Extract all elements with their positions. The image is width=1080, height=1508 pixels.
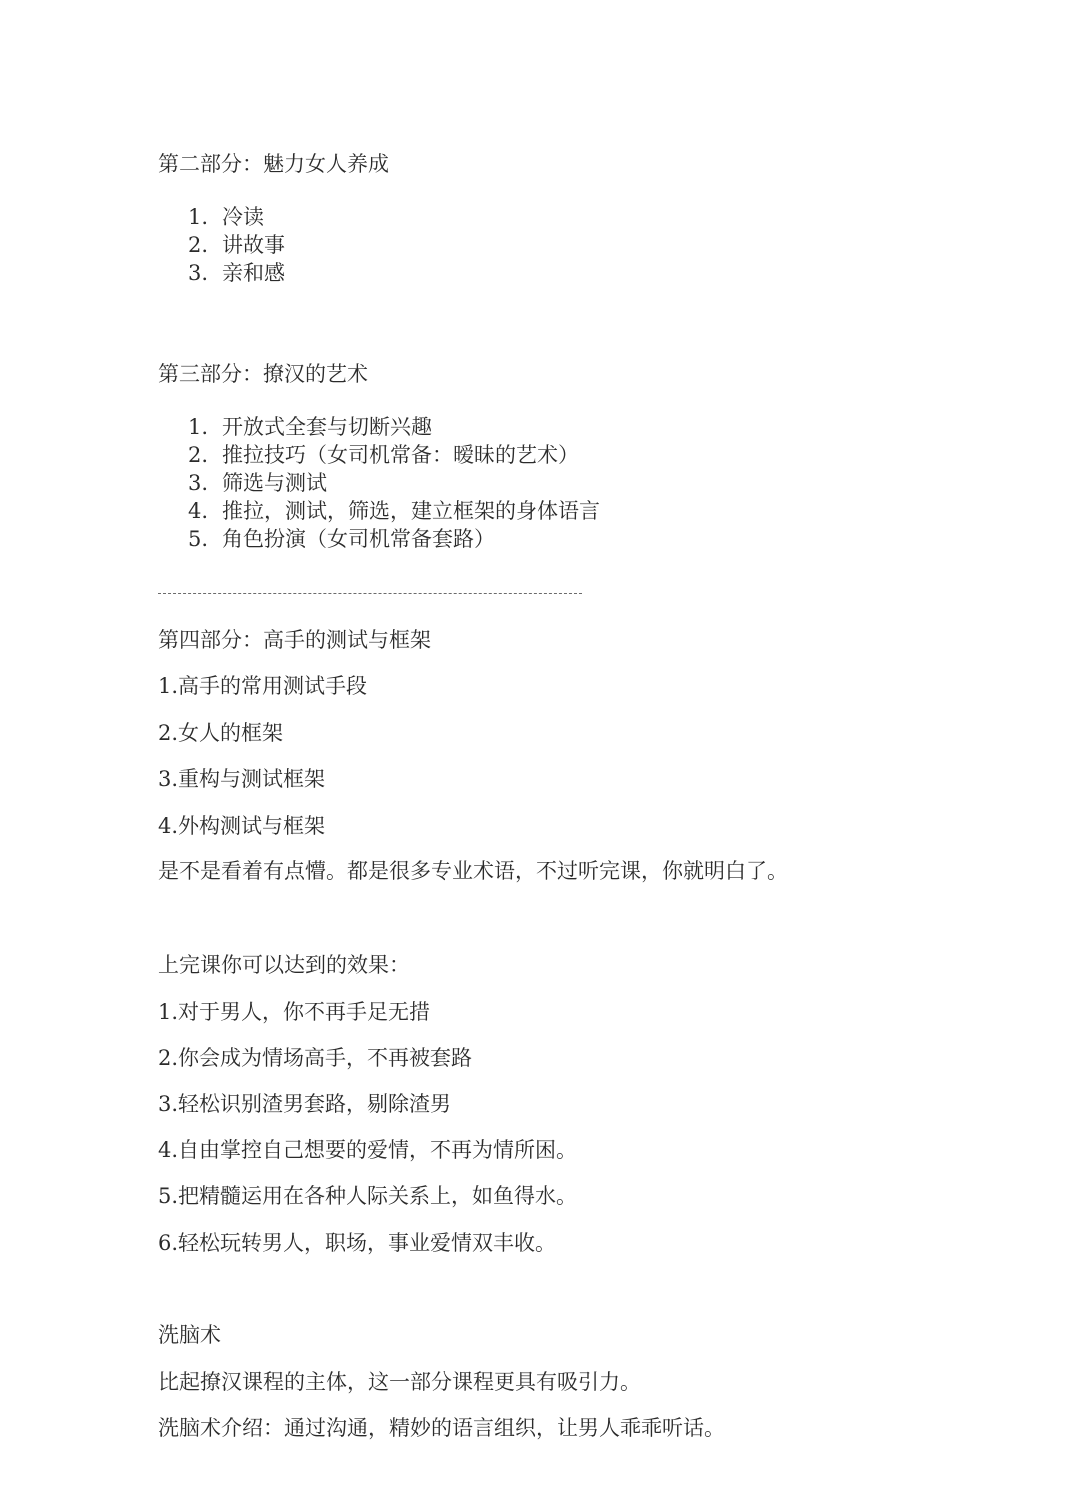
list-item: 4.自由掌控自己想要的爱情，不再为情所困。 bbox=[158, 1138, 578, 1162]
list-item: 6.轻松玩转男人，职场，事业爱情双丰收。 bbox=[158, 1231, 557, 1255]
list-item: 3. 筛选与测试 bbox=[188, 471, 327, 495]
list-item: 2.你会成为情场高手，不再被套路 bbox=[158, 1046, 473, 1070]
list-item: 1.高手的常用测试手段 bbox=[158, 674, 368, 698]
list-item: 1. 冷读 bbox=[188, 205, 264, 229]
list-item: 3.重构与测试框架 bbox=[158, 767, 326, 791]
part2-heading: 第二部分：魅力女人养成 bbox=[158, 152, 389, 176]
list-item: 3.轻松识别渣男套路，剔除渣男 bbox=[158, 1092, 452, 1116]
list-item: 3. 亲和感 bbox=[188, 261, 285, 285]
brainwash-heading: 洗脑术 bbox=[158, 1323, 221, 1347]
list-item: 4.外构测试与框架 bbox=[158, 814, 326, 838]
list-item: 4. 推拉，测试，筛选，建立框架的身体语言 bbox=[188, 499, 600, 523]
list-item: 1.对于男人，你不再手足无措 bbox=[158, 1000, 431, 1024]
list-item: 2. 讲故事 bbox=[188, 233, 285, 257]
list-item: 1. 开放式全套与切断兴趣 bbox=[188, 415, 432, 439]
list-item: 5.把精髓运用在各种人际关系上，如鱼得水。 bbox=[158, 1184, 578, 1208]
list-item: 5. 角色扮演（女司机常备套路） bbox=[188, 527, 495, 551]
part3-heading: 第三部分：撩汉的艺术 bbox=[158, 362, 368, 386]
list-item: 2.女人的框架 bbox=[158, 721, 284, 745]
effects-heading: 上完课你可以达到的效果： bbox=[158, 953, 410, 977]
paragraph: 洗脑术介绍：通过沟通，精妙的语言组织，让男人乖乖听话。 bbox=[158, 1416, 725, 1440]
part4-note: 是不是看着有点懵。都是很多专业术语，不过听完课，你就明白了。 bbox=[158, 859, 788, 883]
part4-heading: 第四部分：高手的测试与框架 bbox=[158, 628, 431, 652]
paragraph: 比起撩汉课程的主体，这一部分课程更具有吸引力。 bbox=[158, 1370, 641, 1394]
list-item: 2. 推拉技巧（女司机常备：暧昧的艺术） bbox=[188, 443, 579, 467]
dashed-divider bbox=[158, 593, 582, 594]
